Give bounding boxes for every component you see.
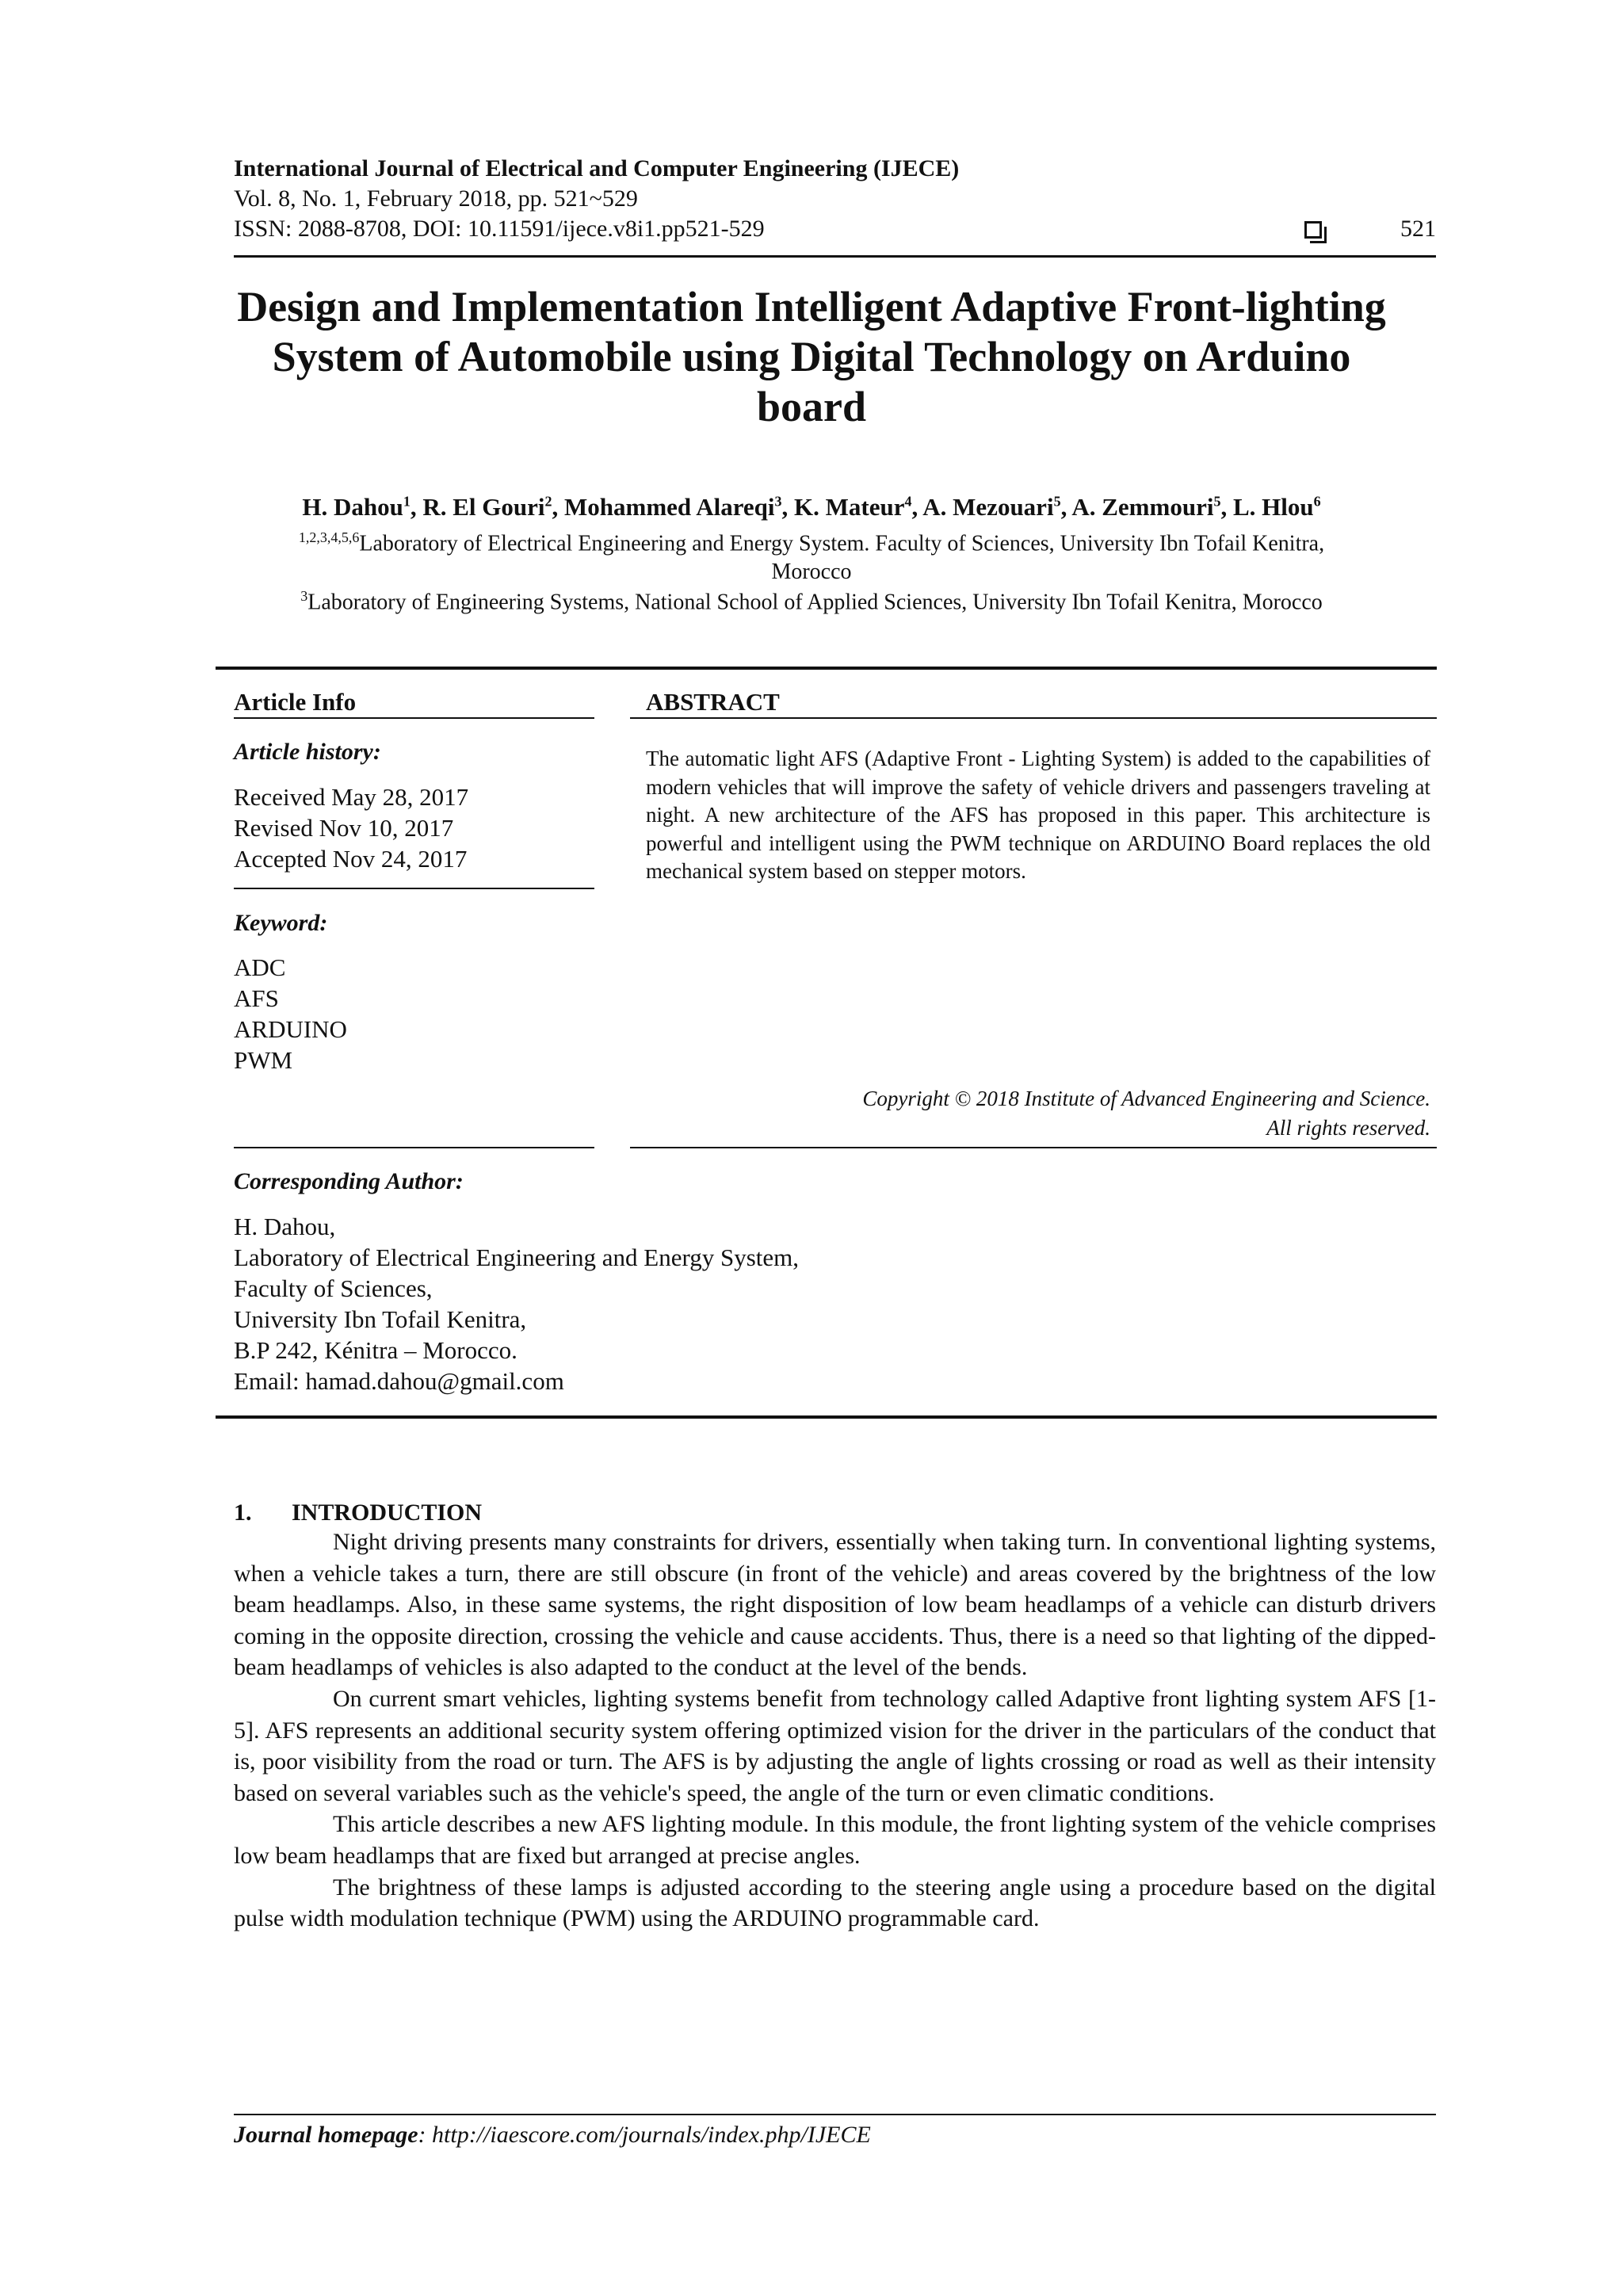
copyright-line: Copyright © 2018 Institute of Advanced Engineering and Science.: [862, 1087, 1430, 1110]
corresponding-author-heading: Corresponding Author:: [234, 1168, 464, 1194]
article-history-heading: Article history:: [234, 739, 381, 765]
introduction-body: [234, 1526, 1436, 1935]
author-sup: 4: [904, 493, 912, 510]
footer-rule: [234, 2114, 1436, 2115]
author-line: H. Dahou,: [234, 1213, 336, 1240]
author-sup: 3: [774, 493, 782, 510]
received-date: Received May 28, 2017: [234, 783, 469, 811]
keyword-heading: Keyword:: [234, 910, 328, 936]
introduction-heading: [234, 1499, 482, 1526]
section-number: 1.: [234, 1499, 252, 1526]
homepage-label: Journal homepage: [234, 2122, 418, 2148]
copyright-notice: [646, 1084, 1430, 1143]
author-sep: ,: [1220, 493, 1233, 521]
author-line: University Ibn Tofail Kenitra,: [234, 1305, 527, 1333]
abstract-heading: ABSTRACT: [646, 688, 780, 716]
title-line-3: board: [756, 383, 867, 430]
author-sup: 6: [1313, 493, 1321, 510]
paper-title: [214, 282, 1409, 432]
rights-line: All rights reserved.: [1266, 1116, 1430, 1140]
journal-homepage: Journal homepage: http://iaescore.com/journals/index.php/IJECE: [234, 2122, 871, 2148]
box-icon: [1304, 221, 1322, 239]
author-name: K. Mateur: [794, 493, 905, 521]
affiliation-text: Laboratory of Electrical Engineering and Energy System. Faculty of Sciences, University Ibn Tofail Kenitra,: [359, 531, 1325, 556]
article-history: [234, 781, 468, 874]
author-name: Mohammed Alareqi: [564, 493, 775, 521]
author-name: H. Dahou: [302, 493, 403, 521]
abstract-text: The automatic light AFS (Adaptive Front - Lighting System) is added to the capabilities of modern vehicles that will improve the safety of vehicle drivers and passengers traveling at night. A new architecture of the AFS has proposed in this paper. This architecture is powerful and intelligent using the PWM technique on ARDUINO Board replaces the old mechanical system based on stepper motors.: [646, 747, 1430, 883]
keyword-item: ARDUINO: [234, 1015, 347, 1043]
volume-line: Vol. 8, No. 1, February 2018, pp. 521~529: [234, 185, 638, 212]
abstract-rule: [630, 717, 1437, 719]
author-sep: ,: [1060, 493, 1072, 521]
article-info-heading: Article Info: [234, 688, 357, 716]
author-sup: 5: [1213, 493, 1221, 510]
body-paragraph: This article describes a new AFS lighting module. In this module, the front lighting system of the vehicle comprises low beam headlamps that are fixed but arranged at precise angles.: [234, 1811, 1436, 1869]
affiliation-text: Laboratory of Engineering Systems, National School of Applied Sciences, University Ibn Tofail Kenitra, Morocco: [307, 590, 1323, 615]
affiliation-2: [190, 582, 1433, 617]
author-sep: ,: [410, 493, 423, 521]
body-paragraph: On current smart vehicles, lighting systems benefit from technology called Adaptive front lighting system AFS [1-5]. AFS represents an additional security system offering optimized vision for the driver in the particulars of the conduct that is, poor visibility from the road or turn. The AFS is by adjusting the angle of lights crossing or road as well as their intensity based on several variables such as the vehicle's speed, the angle of the turn or even climatic conditions.: [234, 1685, 1436, 1806]
affiliation-text: Morocco: [771, 560, 852, 585]
keyword-rule: [234, 1147, 594, 1148]
keyword-item: PWM: [234, 1046, 293, 1074]
author-name: R. El Gouri: [422, 493, 545, 521]
affiliation-sup: 3: [300, 588, 308, 604]
body-paragraph: The brightness of these lamps is adjusted according to the steering angle using a procedure based on the digital pulse width modulation technique (PWM) using the ARDUINO programmable card.: [234, 1874, 1436, 1932]
author-sup: 5: [1053, 493, 1061, 510]
journal-name: International Journal of Electrical and Computer Engineering (IJECE): [234, 155, 960, 181]
revised-date: Revised Nov 10, 2017: [234, 814, 454, 842]
section-title: INTRODUCTION: [292, 1499, 483, 1526]
affiliation-1: [190, 523, 1433, 586]
homepage-link[interactable]: http://iaescore.com/journals/index.php/IJECE: [432, 2122, 871, 2148]
title-line-1: Design and Implementation Intelligent Adaptive Front-lighting: [237, 283, 1386, 330]
author-line: B.P 242, Kénitra – Morocco.: [234, 1336, 517, 1364]
info-box-top-rule: [216, 667, 1437, 670]
author-line: Laboratory of Electrical Engineering and Energy System,: [234, 1244, 800, 1271]
info-box-bottom-rule: [216, 1415, 1437, 1419]
author-name: L. Hlou: [1232, 493, 1314, 521]
abstract-bottom-rule: [630, 1147, 1437, 1148]
author-sep: ,: [781, 493, 795, 521]
author-line: Faculty of Sciences,: [234, 1274, 433, 1302]
affiliation-sup: 1,2,3,4,5,6: [298, 529, 360, 545]
keyword-list: [234, 952, 347, 1075]
corresponding-author-details: [234, 1211, 799, 1396]
history-rule: [234, 888, 594, 889]
author-sep: ,: [552, 493, 565, 521]
keyword-item: ADC: [234, 953, 286, 981]
article-info-rule: [234, 717, 594, 719]
author-name: A. Mezouari: [922, 493, 1054, 521]
body-paragraph: Night driving presents many constraints for drivers, essentially when taking turn. In conventional lighting systems, when a vehicle takes a turn, there are still obscure (in front of the vehicle) and areas covered by the brightness of the low beam headlamps. Also, in these same systems, the right disposition of low beam headlamps of a vehicle can disturb drivers coming in the opposite direction, crossing the vehicle and cause accidents. Thus, there is a need so that lighting of the dipped-beam headlamps of vehicles is also adapted to the conduct at the level of the bends.: [234, 1529, 1436, 1681]
page-number: 521: [1400, 216, 1436, 242]
keyword-item: AFS: [234, 984, 279, 1012]
author-list: [158, 493, 1465, 521]
author-sep: ,: [911, 493, 923, 521]
issn-doi-line: ISSN: 2088-8708, DOI: 10.11591/ijece.v8i1.pp521-529: [234, 216, 765, 242]
accepted-date: Accepted Nov 24, 2017: [234, 845, 468, 873]
author-sup: 1: [403, 493, 411, 510]
email-line: Email: hamad.dahou@gmail.com: [234, 1367, 564, 1395]
author-sup: 2: [544, 493, 552, 510]
title-line-2: System of Automobile using Digital Technology on Arduino: [272, 333, 1351, 380]
author-name: A. Zemmouri: [1071, 493, 1214, 521]
header-rule: [234, 255, 1436, 258]
